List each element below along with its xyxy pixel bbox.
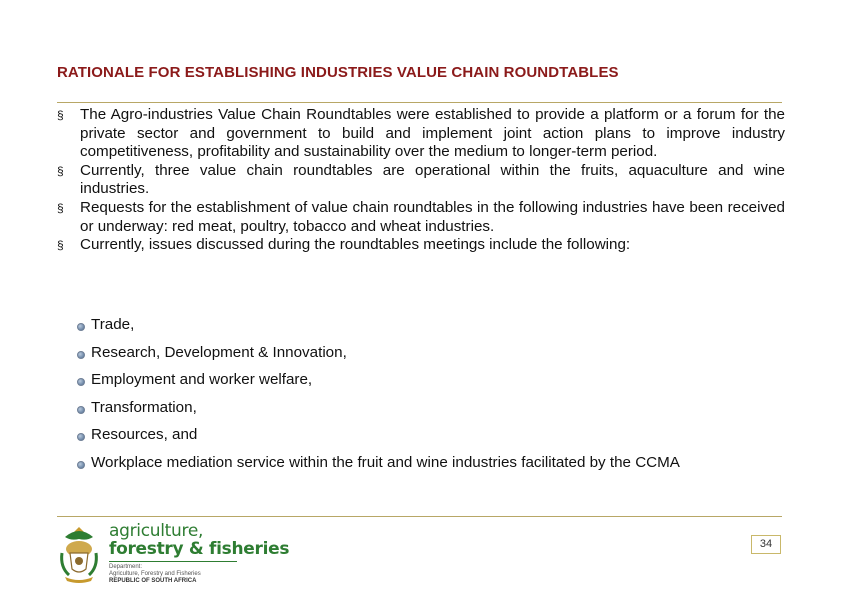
bullet-text: Currently, three value chain roundtables are operational within the fruits, aquaculture and wine industries. xyxy=(80,161,785,198)
bullet-item xyxy=(57,199,785,236)
sub-bullet-text: Resources, and xyxy=(91,426,198,443)
bullet-marker: § xyxy=(57,238,64,253)
sub-bullet-item xyxy=(77,371,680,399)
sub-bullet-dot-icon xyxy=(77,406,85,414)
coat-of-arms-icon xyxy=(57,523,101,585)
sub-bullet-item xyxy=(77,344,680,372)
sub-bullet-dot-icon xyxy=(77,378,85,386)
sub-bullet-dot-icon xyxy=(77,351,85,359)
top-divider xyxy=(57,102,782,103)
dept-divider xyxy=(109,561,237,562)
slide-title: RATIONALE FOR ESTABLISHING INDUSTRIES VALUE CHAIN ROUNDTABLES xyxy=(57,64,619,81)
page-number: 34 xyxy=(751,535,781,554)
sub-bullet-dot-icon xyxy=(77,461,85,469)
sub-bullet-item xyxy=(77,399,680,427)
sub-bullet-text: Trade, xyxy=(91,316,135,333)
bullet-item xyxy=(57,236,785,255)
bullet-text: The Agro-industries Value Chain Roundtables were established to provide a platform or a forum for the private sector and government to build and implement joint action plans to improve industry competitiveness, profitability and sustainability over the medium to longer-term period. xyxy=(80,106,785,161)
bottom-divider xyxy=(57,516,782,517)
sub-bullet-text: Transformation, xyxy=(91,398,197,416)
department-wordmark xyxy=(109,522,289,584)
bullet-text: Requests for the establishment of value chain roundtables in the following industries have been received or underway: red meat, poultry, tobacco and wheat industries. xyxy=(80,198,785,235)
sub-bullet-dot-icon xyxy=(77,433,85,441)
sub-bullet-text: Research, Development & Innovation, xyxy=(91,343,347,361)
dept-name-line2: forestry & fisheries xyxy=(109,539,290,559)
dept-small-line1: Department: xyxy=(109,564,143,570)
dept-name-line1: agriculture, xyxy=(109,521,204,541)
bullet-marker: § xyxy=(57,108,64,122)
dept-small-line3: REPUBLIC OF SOUTH AFRICA xyxy=(109,578,197,584)
sub-bullet-item xyxy=(77,316,680,344)
dept-small-line2: Agriculture, Forestry and Fisheries xyxy=(109,571,201,577)
sub-bullet-list xyxy=(77,316,680,481)
bullet-marker: § xyxy=(57,200,64,215)
sub-bullet-text: Employment and worker welfare, xyxy=(91,371,313,388)
sub-bullet-text: Workplace mediation service within the fruit and wine industries facilitated by the CCMA xyxy=(91,453,680,471)
bullet-text: Currently, issues discussed during the roundtables meetings include the following: xyxy=(80,236,631,254)
bullet-marker: § xyxy=(57,163,64,178)
sub-bullet-dot-icon xyxy=(77,323,85,331)
bullet-item xyxy=(57,106,785,162)
sub-bullet-item xyxy=(77,426,680,454)
main-bullet-list xyxy=(57,106,785,255)
bullet-item xyxy=(57,162,785,199)
sub-bullet-item xyxy=(77,454,680,482)
